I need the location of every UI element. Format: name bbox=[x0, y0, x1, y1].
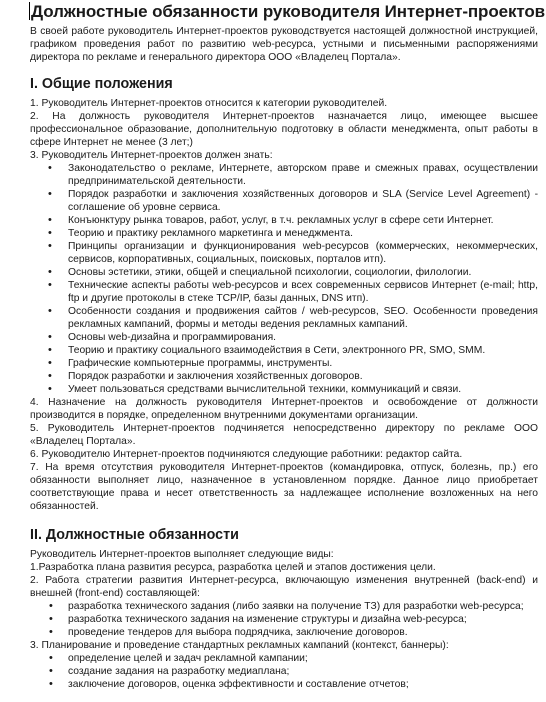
list-item: • разработка технического задания (либо заявки на получение ТЗ) для разработки web-ресурса; bbox=[49, 600, 524, 612]
list-item: • Порядок разработки и заключения хозяйственных договоров и SLA (Service Level Agreement) - соглашение об уровне сервиса. bbox=[48, 188, 538, 213]
bullet-icon: • bbox=[49, 678, 53, 690]
list-item: • Теорию и практику социального взаимодействия в Сети, электронного PR, SMO, SMM. bbox=[48, 344, 486, 356]
bullet-icon: • bbox=[49, 665, 53, 677]
bullet-icon: • bbox=[49, 613, 53, 625]
bullet-icon: • bbox=[48, 305, 52, 317]
bullet-icon: • bbox=[49, 652, 53, 664]
list-item: • заключение договоров, оценка эффективности и составление отчетов; bbox=[49, 678, 409, 690]
strategy-list bbox=[30, 600, 538, 639]
bullet-icon: • bbox=[48, 357, 52, 369]
bullet-icon: • bbox=[48, 370, 52, 382]
text-cursor bbox=[29, 2, 30, 20]
list-item: • Конъюнктуру рынка товаров, работ, услуг, в т.ч. рекламных услуг в сфере сети Интернет. bbox=[48, 214, 494, 226]
list-item: • Основы эстетики, этики, общей и специальной психологии, социологии, филологии. bbox=[48, 266, 472, 278]
list-item: • определение целей и задач рекламной кампании; bbox=[49, 652, 308, 664]
list-item: • создание задания на разработку медиаплана; bbox=[49, 665, 290, 677]
bullet-icon: • bbox=[48, 279, 52, 291]
bullet-icon: • bbox=[49, 600, 53, 612]
bullet-icon: • bbox=[49, 626, 53, 638]
general-item-5: 5. Руководитель Интернет-проектов подчиняется непосредственно директору по рекламе ООО «Владелец Портала». bbox=[30, 423, 538, 447]
general-item-2: 2. На должность руководителя Интернет-проектов назначается лицо, имеющее высшее профессиональное образование, дополнительную подготовку в области менеджмента, опыт работы в сфере Интернет не менее (3 лет;) bbox=[30, 111, 538, 148]
campaign-list bbox=[30, 652, 538, 691]
duties-lead: Руководитель Интернет-проектов выполняет следующие виды: bbox=[30, 549, 334, 560]
list-item: • Принципы организации и функционирования web-ресурсов (коммерческих, некоммерческих, сервисов, корпоративных, социальных, поисковых, порталов итп). bbox=[48, 240, 538, 265]
list-item: • разработка технического задания на изменение структуры и дизайна web-ресурса; bbox=[49, 613, 467, 625]
bullet-icon: • bbox=[48, 162, 52, 174]
section-heading-general: I. Общие положения bbox=[30, 76, 173, 92]
list-item: • Умеет пользоваться средствами вычислительной техники, коммуникаций и связи. bbox=[48, 383, 462, 395]
list-item: • проведение тендеров для выбора подрядчика, заключение договоров. bbox=[49, 626, 408, 638]
duties-item-3: 3. Планирование и проведение стандартных рекламных кампаний (контекст, баннеры): bbox=[30, 640, 449, 651]
list-item: • Технические аспекты работы web-ресурсов и всех современных сервисов Интернет (e-mail; http, ftp и другие протоколы в стеке TCP/IP, базы данных, DNS итп). bbox=[48, 279, 538, 304]
list-item: • Теорию и практику рекламного маркетинга и менеджмента. bbox=[48, 227, 353, 239]
section-heading-duties: II. Должностные обязанности bbox=[30, 527, 239, 543]
list-item: • Законодательство о рекламе, Интернете, авторском праве и смежных правах, осуществлении предпринимательской деятельности. bbox=[48, 162, 538, 187]
bullet-icon: • bbox=[48, 383, 52, 395]
general-item-1: 1. Руководитель Интернет-проектов относится к категории руководителей. bbox=[30, 98, 388, 109]
duties-item-1: 1.Разработка плана развития ресурса, разработка целей и этапов достижения цели. bbox=[30, 562, 436, 573]
list-item: • Порядок разработки и заключения хозяйственных договоров. bbox=[48, 370, 363, 382]
general-item-6: 6. Руководителю Интернет-проектов подчиняются следующие работники: редактор сайта. bbox=[30, 449, 463, 460]
document-title: Должностные обязанности руководителя Интернет-проектов bbox=[31, 2, 546, 21]
list-item: • Особенности создания и продвижения сайтов / web-ресурсов, SEO. Особенности проведения рекламных кампаний, формы и методы ведения рекламных кампаний. bbox=[48, 305, 538, 330]
bullet-icon: • bbox=[48, 266, 52, 278]
knowledge-list bbox=[30, 162, 538, 396]
list-item: • Графические компьютерные программы, инструменты. bbox=[48, 357, 333, 369]
general-item-7: 7. На время отсутствия руководителя Интернет-проектов (командировка, отпуск, болезнь, пр.) его обязанности выполняет лицо, назначенное в установленном порядке. Данное лицо приобретает соответствующие права и несет ответственность за надлежащее исполнение возложенных на него обязанностей. bbox=[30, 462, 538, 512]
bullet-icon: • bbox=[48, 240, 52, 252]
duties-item-2: 2. Работа стратегии развития Интернет-ресурса, включающую изменения внутренней (back-end) и внешней (front-end) составляющей: bbox=[30, 575, 538, 599]
bullet-icon: • bbox=[48, 214, 52, 226]
bullet-icon: • bbox=[48, 227, 52, 239]
bullet-icon: • bbox=[48, 188, 52, 200]
bullet-icon: • bbox=[48, 331, 52, 343]
list-item: • Основы web-дизайна и программирования. bbox=[48, 331, 277, 343]
bullet-icon: • bbox=[48, 344, 52, 356]
intro-paragraph: В своей работе руководитель Интернет-проектов руководствуется настоящей должностной инструкцией, графиком проведения работ по развитию web-ресурса, устными и письменными распоряжениями директора по рекламе и генерального директора ООО «Владелец Портала». bbox=[30, 26, 538, 63]
general-item-4: 4. Назначение на должность руководителя Интернет-проектов и освобождение от должности производится в порядке, определенном внутренними документами организации. bbox=[30, 397, 538, 421]
general-item-3: 3. Руководитель Интернет-проектов должен знать: bbox=[30, 150, 273, 161]
